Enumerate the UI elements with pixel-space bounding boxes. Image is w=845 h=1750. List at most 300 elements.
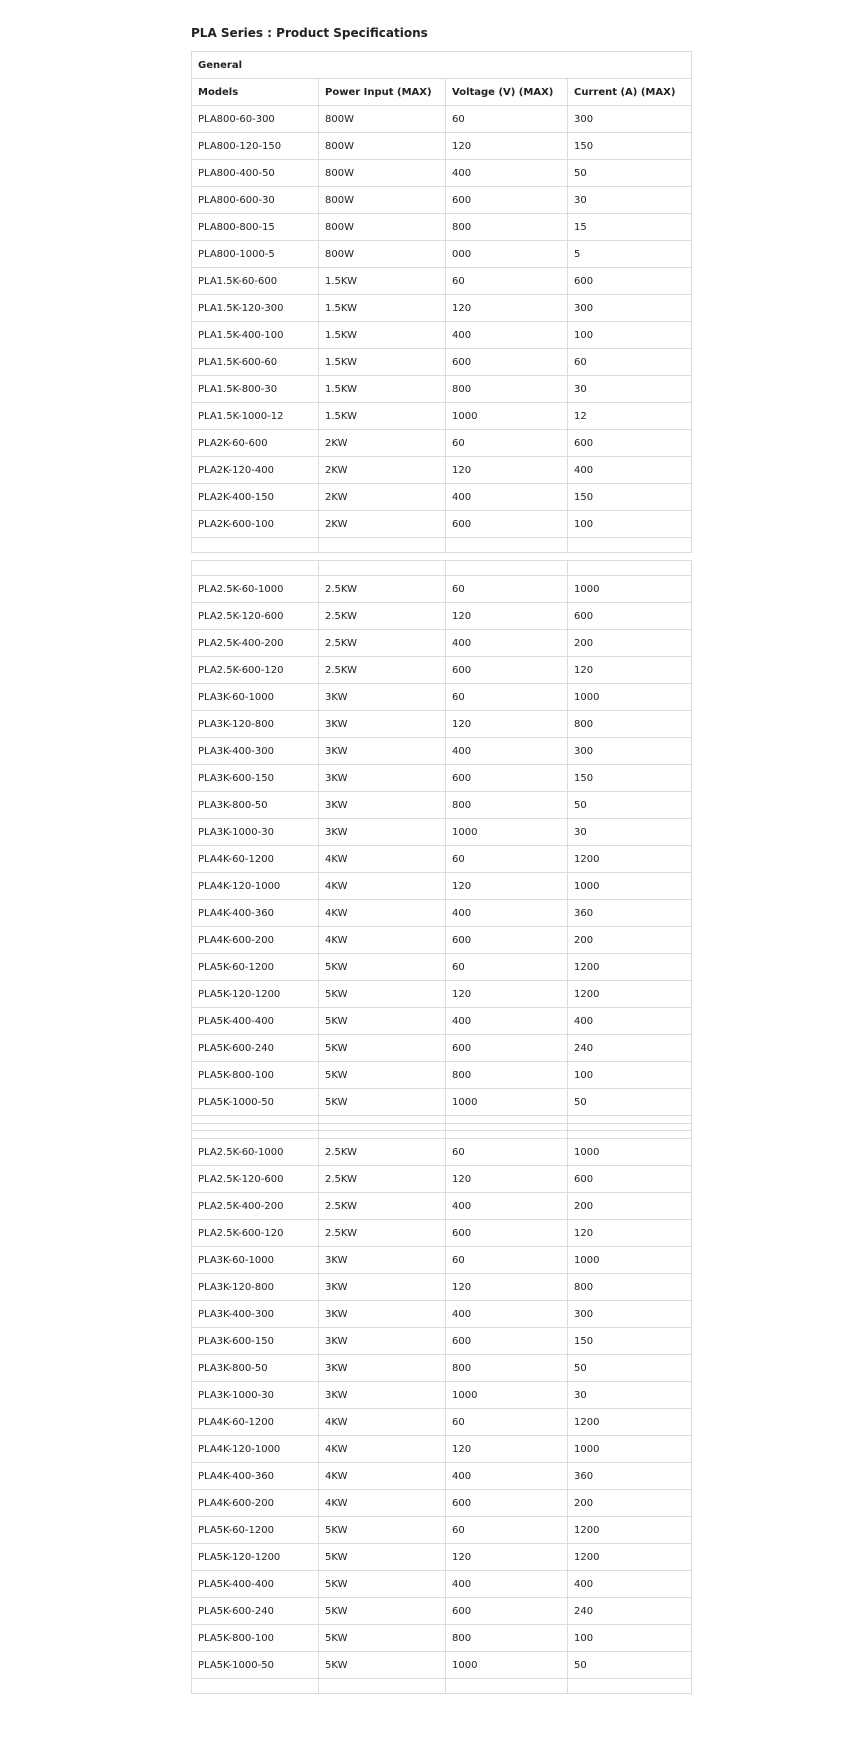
model-cell: PLA5K-400-400 [192,1008,319,1035]
power-cell: 5KW [319,1652,446,1679]
table-row [192,295,692,322]
table-row [192,160,692,187]
model-cell: PLA5K-800-100 [192,1062,319,1089]
spacer-cell [568,538,692,553]
voltage-cell: 120 [446,1544,568,1571]
current-cell: 1000 [568,1436,692,1463]
voltage-cell: 60 [446,1409,568,1436]
model-cell: PLA3K-1000-30 [192,1382,319,1409]
table-row [192,1436,692,1463]
voltage-cell: 400 [446,1571,568,1598]
voltage-cell: 000 [446,241,568,268]
voltage-cell: 400 [446,630,568,657]
spacer-cell [568,1124,692,1139]
model-cell: PLA5K-800-100 [192,1625,319,1652]
voltage-cell: 120 [446,1274,568,1301]
model-cell: PLA3K-60-1000 [192,1247,319,1274]
table-1-body [192,106,692,553]
current-cell: 50 [568,1089,692,1116]
table-row [192,792,692,819]
table-row [192,1517,692,1544]
power-cell: 5KW [319,1008,446,1035]
model-cell: PLA5K-60-1200 [192,1517,319,1544]
spacer-cell [319,1124,446,1139]
table-row [192,268,692,295]
current-cell: 60 [568,349,692,376]
voltage-cell: 60 [446,1517,568,1544]
voltage-cell: 600 [446,927,568,954]
voltage-cell: 600 [446,1490,568,1517]
current-cell: 1000 [568,1139,692,1166]
voltage-cell: 60 [446,1247,568,1274]
voltage-cell: 60 [446,684,568,711]
voltage-cell: 120 [446,1436,568,1463]
table-row [192,1301,692,1328]
spacer-cell [446,1679,568,1694]
table-row [192,981,692,1008]
model-cell: PLA4K-60-1200 [192,1409,319,1436]
power-cell: 800W [319,160,446,187]
current-cell: 600 [568,1166,692,1193]
table-row [192,1463,692,1490]
spacer-cell [319,1679,446,1694]
table-row [192,1544,692,1571]
model-cell: PLA800-1000-5 [192,241,319,268]
power-cell: 3KW [319,738,446,765]
table-row [192,241,692,268]
current-cell: 360 [568,1463,692,1490]
table-row [192,1490,692,1517]
current-cell: 50 [568,1355,692,1382]
voltage-cell: 120 [446,1166,568,1193]
voltage-cell: 400 [446,900,568,927]
column-header-power: Power Input (MAX) [319,79,446,106]
table-row [192,187,692,214]
current-cell: 1000 [568,576,692,603]
current-cell: 120 [568,657,692,684]
model-cell: PLA2.5K-120-600 [192,1166,319,1193]
voltage-cell: 120 [446,457,568,484]
power-cell: 1.5KW [319,295,446,322]
spacer-cell [446,1124,568,1139]
model-cell: PLA4K-400-360 [192,1463,319,1490]
table-row [192,954,692,981]
model-cell: PLA3K-400-300 [192,738,319,765]
table-row [192,511,692,538]
table-row [192,1274,692,1301]
model-cell: PLA4K-600-200 [192,927,319,954]
current-cell: 1200 [568,981,692,1008]
power-cell: 2KW [319,457,446,484]
current-cell: 30 [568,819,692,846]
power-cell: 2KW [319,430,446,457]
voltage-cell: 800 [446,1062,568,1089]
table-spacer-row [192,538,692,553]
table-row [192,1571,692,1598]
model-cell: PLA2K-400-150 [192,484,319,511]
power-cell: 5KW [319,1517,446,1544]
table-row [192,846,692,873]
voltage-cell: 1000 [446,1652,568,1679]
model-cell: PLA3K-1000-30 [192,819,319,846]
spacer-cell [319,538,446,553]
current-cell: 1200 [568,846,692,873]
power-cell: 3KW [319,792,446,819]
current-cell: 150 [568,133,692,160]
power-cell: 2.5KW [319,1139,446,1166]
model-cell: PLA5K-120-1200 [192,1544,319,1571]
power-cell: 5KW [319,1598,446,1625]
voltage-cell: 400 [446,1301,568,1328]
model-cell: PLA800-800-15 [192,214,319,241]
voltage-cell: 600 [446,765,568,792]
power-cell: 800W [319,241,446,268]
power-cell: 2KW [319,511,446,538]
model-cell: PLA5K-120-1200 [192,981,319,1008]
model-cell: PLA3K-120-800 [192,711,319,738]
voltage-cell: 600 [446,187,568,214]
table-row [192,711,692,738]
current-cell: 300 [568,738,692,765]
model-cell: PLA4K-400-360 [192,900,319,927]
current-cell: 50 [568,1652,692,1679]
power-cell: 2.5KW [319,1166,446,1193]
current-cell: 300 [568,1301,692,1328]
voltage-cell: 800 [446,214,568,241]
section-label: General [192,52,692,79]
voltage-cell: 60 [446,954,568,981]
voltage-cell: 400 [446,738,568,765]
model-cell: PLA1.5K-1000-12 [192,403,319,430]
power-cell: 4KW [319,927,446,954]
model-cell: PLA3K-400-300 [192,1301,319,1328]
table-row [192,1035,692,1062]
model-cell: PLA2.5K-60-1000 [192,576,319,603]
model-cell: PLA5K-60-1200 [192,954,319,981]
voltage-cell: 600 [446,657,568,684]
power-cell: 2.5KW [319,630,446,657]
power-cell: 2.5KW [319,1193,446,1220]
power-cell: 800W [319,106,446,133]
model-cell: PLA5K-1000-50 [192,1089,319,1116]
table-row [192,684,692,711]
current-cell: 100 [568,1062,692,1089]
power-cell: 4KW [319,900,446,927]
table-row [192,900,692,927]
power-cell: 3KW [319,684,446,711]
power-cell: 3KW [319,765,446,792]
table-row [192,430,692,457]
current-cell: 30 [568,1382,692,1409]
voltage-cell: 600 [446,1328,568,1355]
voltage-cell: 600 [446,1035,568,1062]
voltage-cell: 120 [446,711,568,738]
voltage-cell: 800 [446,1625,568,1652]
current-cell: 50 [568,160,692,187]
power-cell: 1.5KW [319,349,446,376]
table-row [192,484,692,511]
model-cell: PLA800-400-50 [192,160,319,187]
table-row [192,576,692,603]
table-3-body [192,1124,692,1694]
table-row [192,457,692,484]
model-cell: PLA5K-400-400 [192,1571,319,1598]
current-cell: 1000 [568,684,692,711]
voltage-cell: 400 [446,160,568,187]
power-cell: 5KW [319,1035,446,1062]
table-row [192,376,692,403]
model-cell: PLA4K-120-1000 [192,873,319,900]
model-cell: PLA2K-120-400 [192,457,319,484]
table-row [192,927,692,954]
spec-table-2 [191,560,692,1131]
spacer-cell [319,561,446,576]
model-cell: PLA800-600-30 [192,187,319,214]
table-row [192,630,692,657]
model-cell: PLA2.5K-60-1000 [192,1139,319,1166]
current-cell: 300 [568,106,692,133]
current-cell: 200 [568,630,692,657]
voltage-cell: 120 [446,981,568,1008]
table-row [192,1089,692,1116]
voltage-cell: 1000 [446,1382,568,1409]
voltage-cell: 60 [446,106,568,133]
power-cell: 1.5KW [319,322,446,349]
table-row [192,1062,692,1089]
voltage-cell: 120 [446,603,568,630]
current-cell: 400 [568,457,692,484]
current-cell: 600 [568,268,692,295]
current-cell: 240 [568,1598,692,1625]
spacer-cell [446,538,568,553]
power-cell: 4KW [319,846,446,873]
spec-table-3 [191,1123,692,1694]
power-cell: 1.5KW [319,403,446,430]
current-cell: 240 [568,1035,692,1062]
voltage-cell: 120 [446,873,568,900]
table-row [192,1220,692,1247]
voltage-cell: 60 [446,576,568,603]
current-cell: 30 [568,187,692,214]
current-cell: 120 [568,1220,692,1247]
voltage-cell: 400 [446,1193,568,1220]
power-cell: 5KW [319,981,446,1008]
model-cell: PLA1.5K-400-100 [192,322,319,349]
table-row [192,657,692,684]
table-row [192,106,692,133]
model-cell: PLA5K-600-240 [192,1035,319,1062]
table-2-body [192,561,692,1131]
current-cell: 30 [568,376,692,403]
current-cell: 100 [568,1625,692,1652]
power-cell: 1.5KW [319,376,446,403]
power-cell: 2.5KW [319,657,446,684]
table-row [192,819,692,846]
power-cell: 4KW [319,873,446,900]
model-cell: PLA3K-600-150 [192,765,319,792]
current-cell: 400 [568,1571,692,1598]
column-header-current: Current (A) (MAX) [568,79,692,106]
column-header-row [192,79,692,106]
current-cell: 360 [568,900,692,927]
current-cell: 15 [568,214,692,241]
voltage-cell: 60 [446,846,568,873]
current-cell: 100 [568,511,692,538]
voltage-cell: 120 [446,133,568,160]
table-row [192,1008,692,1035]
voltage-cell: 600 [446,349,568,376]
model-cell: PLA2.5K-400-200 [192,630,319,657]
model-cell: PLA2.5K-600-120 [192,1220,319,1247]
current-cell: 200 [568,927,692,954]
current-cell: 300 [568,295,692,322]
table-spacer-row [192,1679,692,1694]
voltage-cell: 600 [446,1598,568,1625]
power-cell: 5KW [319,1544,446,1571]
spacer-cell [192,1679,319,1694]
table-row [192,1409,692,1436]
model-cell: PLA3K-600-150 [192,1328,319,1355]
voltage-cell: 60 [446,1139,568,1166]
model-cell: PLA1.5K-60-600 [192,268,319,295]
model-cell: PLA5K-1000-50 [192,1652,319,1679]
table-row [192,1247,692,1274]
voltage-cell: 800 [446,376,568,403]
current-cell: 1000 [568,1247,692,1274]
table-spacer-row [192,561,692,576]
current-cell: 1200 [568,954,692,981]
table-row [192,349,692,376]
table-row [192,738,692,765]
power-cell: 4KW [319,1463,446,1490]
power-cell: 1.5KW [319,268,446,295]
voltage-cell: 800 [446,1355,568,1382]
model-cell: PLA2K-600-100 [192,511,319,538]
voltage-cell: 400 [446,1008,568,1035]
table-row [192,1382,692,1409]
current-cell: 600 [568,430,692,457]
model-cell: PLA4K-120-1000 [192,1436,319,1463]
power-cell: 2.5KW [319,1220,446,1247]
model-cell: PLA1.5K-600-60 [192,349,319,376]
power-cell: 3KW [319,1274,446,1301]
voltage-cell: 400 [446,484,568,511]
voltage-cell: 120 [446,295,568,322]
table-row [192,1328,692,1355]
table-spacer-row [192,1124,692,1139]
power-cell: 5KW [319,1062,446,1089]
model-cell: PLA3K-60-1000 [192,684,319,711]
power-cell: 3KW [319,1355,446,1382]
power-cell: 3KW [319,1382,446,1409]
model-cell: PLA3K-120-800 [192,1274,319,1301]
voltage-cell: 1000 [446,403,568,430]
table-row [192,214,692,241]
current-cell: 50 [568,792,692,819]
power-cell: 800W [319,133,446,160]
current-cell: 200 [568,1490,692,1517]
current-cell: 1200 [568,1517,692,1544]
power-cell: 2.5KW [319,603,446,630]
table-row [192,403,692,430]
spacer-cell [568,561,692,576]
model-cell: PLA2.5K-400-200 [192,1193,319,1220]
current-cell: 12 [568,403,692,430]
current-cell: 1200 [568,1409,692,1436]
table-row [192,603,692,630]
power-cell: 800W [319,187,446,214]
model-cell: PLA2K-60-600 [192,430,319,457]
current-cell: 400 [568,1008,692,1035]
model-cell: PLA5K-600-240 [192,1598,319,1625]
model-cell: PLA800-120-150 [192,133,319,160]
current-cell: 800 [568,1274,692,1301]
model-cell: PLA3K-800-50 [192,792,319,819]
table-row [192,765,692,792]
power-cell: 3KW [319,711,446,738]
spacer-cell [568,1679,692,1694]
current-cell: 800 [568,711,692,738]
model-cell: PLA2.5K-120-600 [192,603,319,630]
current-cell: 150 [568,1328,692,1355]
current-cell: 200 [568,1193,692,1220]
power-cell: 4KW [319,1409,446,1436]
voltage-cell: 400 [446,322,568,349]
table-row [192,133,692,160]
table-row [192,1139,692,1166]
voltage-cell: 1000 [446,819,568,846]
model-cell: PLA3K-800-50 [192,1355,319,1382]
power-cell: 5KW [319,1089,446,1116]
current-cell: 100 [568,322,692,349]
spacer-cell [192,561,319,576]
model-cell: PLA2.5K-600-120 [192,657,319,684]
table-row [192,1193,692,1220]
table-row [192,1598,692,1625]
power-cell: 5KW [319,954,446,981]
spacer-cell [192,1124,319,1139]
power-cell: 800W [319,214,446,241]
spec-table-1 [191,51,692,553]
table-row [192,1652,692,1679]
spacer-cell [192,538,319,553]
current-cell: 1000 [568,873,692,900]
power-cell: 5KW [319,1571,446,1598]
power-cell: 3KW [319,819,446,846]
voltage-cell: 60 [446,430,568,457]
table-row [192,1355,692,1382]
power-cell: 2KW [319,484,446,511]
voltage-cell: 600 [446,511,568,538]
voltage-cell: 1000 [446,1089,568,1116]
model-cell: PLA1.5K-800-30 [192,376,319,403]
voltage-cell: 60 [446,268,568,295]
table-row [192,873,692,900]
model-cell: PLA4K-600-200 [192,1490,319,1517]
voltage-cell: 400 [446,1463,568,1490]
current-cell: 1200 [568,1544,692,1571]
power-cell: 3KW [319,1328,446,1355]
voltage-cell: 600 [446,1220,568,1247]
power-cell: 4KW [319,1490,446,1517]
section-header-row [192,52,692,79]
table-row [192,1166,692,1193]
power-cell: 5KW [319,1625,446,1652]
current-cell: 5 [568,241,692,268]
power-cell: 2.5KW [319,576,446,603]
current-cell: 150 [568,765,692,792]
page-title: PLA Series : Product Specifications [191,26,428,40]
